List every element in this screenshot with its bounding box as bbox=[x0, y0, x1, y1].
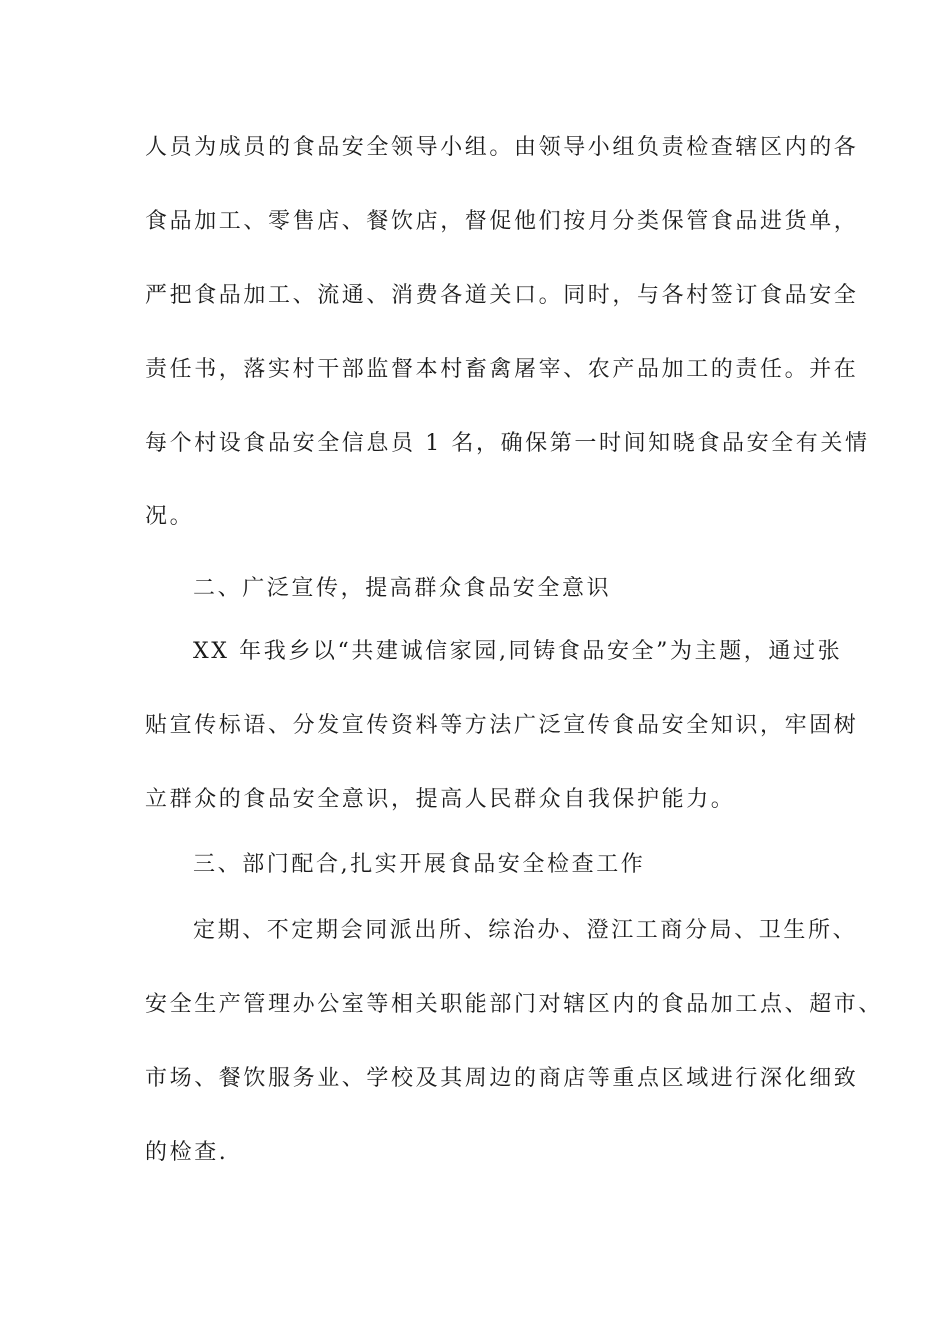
section-heading-3: 三、部门配合,扎实开展食品安全检查工作 bbox=[193, 852, 646, 877]
paragraph-2-line-3: 立群众的食品安全意识，提高人民群众自我保护能力。 bbox=[145, 787, 736, 812]
paragraph-3-line-2: 安全生产管理办公室等相关职能部门对辖区内的食品加工点、超市、 bbox=[145, 992, 884, 1017]
paragraph-1-line-3: 严把食品加工、流通、消费各道关口。同时，与各村签订食品安全 bbox=[145, 283, 859, 308]
paragraph-1-line-1: 人员为成员的食品安全领导小组。由领导小组负责检查辖区内的各 bbox=[145, 135, 859, 160]
paragraph-3-line-1: 定期、不定期会同派出所、综治办、澄江工商分局、卫生所、 bbox=[193, 918, 858, 943]
section-heading-2: 二、广泛宣传，提高群众食品安全意识 bbox=[193, 576, 612, 601]
paragraph-3-line-3: 市场、餐饮服务业、学校及其周边的商店等重点区域进行深化细致 bbox=[145, 1066, 859, 1091]
paragraph-2-line-2: 贴宣传标语、分发宣传资料等方法广泛宣传食品安全知识，牢固树 bbox=[145, 713, 859, 738]
paragraph-2-line-1: XX 年我乡以“共建诚信家园,同铸食品安全”为主题，通过张 bbox=[193, 639, 843, 664]
paragraph-1-line-6: 况。 bbox=[145, 504, 195, 529]
paragraph-1-line-4: 责任书，落实村干部监督本村畜禽屠宰、农产品加工的责任。并在 bbox=[145, 357, 859, 382]
paragraph-3-line-4: 的检查. bbox=[145, 1140, 229, 1165]
paragraph-1-line-5: 每个村设食品安全信息员 1 名，确保第一时间知晓食品安全有关情 bbox=[145, 431, 870, 456]
paragraph-1-line-2: 食品加工、零售店、餐饮店，督促他们按月分类保管食品进货单， bbox=[145, 209, 859, 234]
